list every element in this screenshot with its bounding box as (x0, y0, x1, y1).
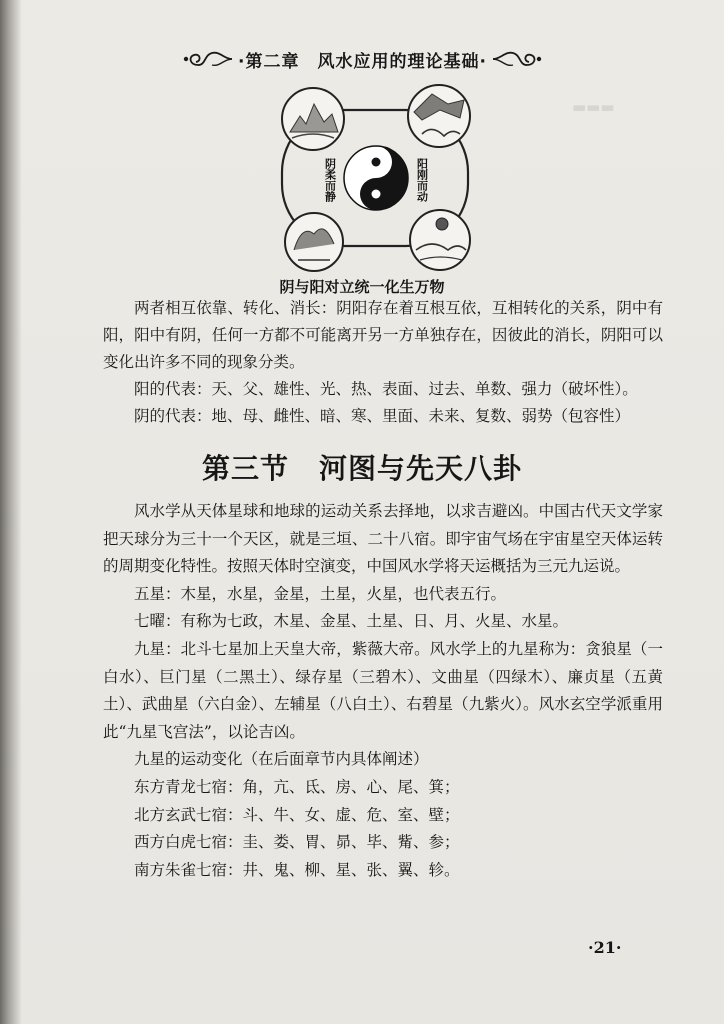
body-text-top (103, 295, 663, 430)
paragraph: 两者相互依靠、转化、消长：阴阳存在着互根互依，互相转化的关系，阴中有阳，阳中有阴，任何一方都不可能离开另一方单独存在，因彼此的消长，阴阳可以变化出许多不同的现象分类。 (103, 299, 663, 371)
list-item: 南方朱雀七宿：井、鬼、柳、星、张、翼、轸。 (134, 860, 460, 879)
taiji-symbol (344, 146, 408, 210)
paragraph: 九星的运动变化（在后面章节内具体阐述） (134, 750, 429, 769)
section-number: 第三节 (201, 452, 289, 485)
scene-top-right (408, 85, 470, 147)
section-name: 河图与先天八卦 (319, 452, 523, 485)
scene-bottom-left (285, 213, 343, 271)
yin-yang-figure (272, 74, 478, 274)
chapter-title: ·第二章 风水应用的理论基础· (238, 51, 487, 72)
yin-label: 阴柔而静 (323, 158, 337, 202)
binding-shadow (0, 0, 22, 1024)
paragraph: 七曜：有称为七政，木星、金星、土星、日、月、火星、水星。 (134, 612, 569, 631)
figure-caption: 阴与阳对立统一化生万物 (279, 278, 445, 296)
body-text-bottom (103, 498, 663, 884)
paragraph: 九星：北斗七星加上天皇大帝，紫薇大帝。风水学上的九星称为：贪狼星（一白水）、巨门星（二黑土）、绿存星（三碧木）、文曲星（四绿木）、廉贞星（五黄土）、武曲星（六白金）、左辅星（八白土）、右碧星（九紫火）。风水玄空学派重用此“九星飞宫法”，以论吉凶。 (103, 639, 663, 741)
list-item: 东方青龙七宿：角，亢、氐、房、心、尾、箕； (134, 777, 460, 796)
scene-bottom-right (410, 210, 470, 270)
yang-label: 阳刚而动 (415, 158, 429, 202)
bleed-through (130, 160, 250, 200)
paragraph: 阴的代表：地、母、雌性、暗、寒、里面、未来、复数、弱势（包容性） (134, 407, 631, 425)
list-item: 北方玄武七宿：斗、牛、女、虚、危、室、壁； (134, 805, 460, 824)
running-header (180, 44, 545, 74)
right-ornament-icon (491, 47, 545, 71)
bleed-through: ▬▬▬ (572, 98, 615, 116)
left-ornament-icon (180, 47, 234, 71)
list-item: 西方白虎七宿：圭、娄、胃、昴、毕、觜、参； (134, 833, 460, 852)
paragraph: 阳的代表：天、父、雄性、光、热、表面、过去、单数、强力（破坏性）。 (134, 380, 638, 398)
section-heading (0, 447, 724, 487)
scene-top-left (282, 88, 344, 150)
paragraph: 风水学从天体星球和地球的运动关系去择地，以求吉避凶。中国古代天文学家把天球分为三十一个天区，就是三垣、二十八宿。即宇宙气场在宇宙星空天体运转的周期变化特性。按照天体时空演变，中国风水学将天运概括为三元九运说。 (103, 502, 663, 576)
paragraph: 五星：木星，水星，金星，土星，火星，也代表五行。 (134, 584, 507, 603)
page-number: ·21· (588, 938, 622, 957)
